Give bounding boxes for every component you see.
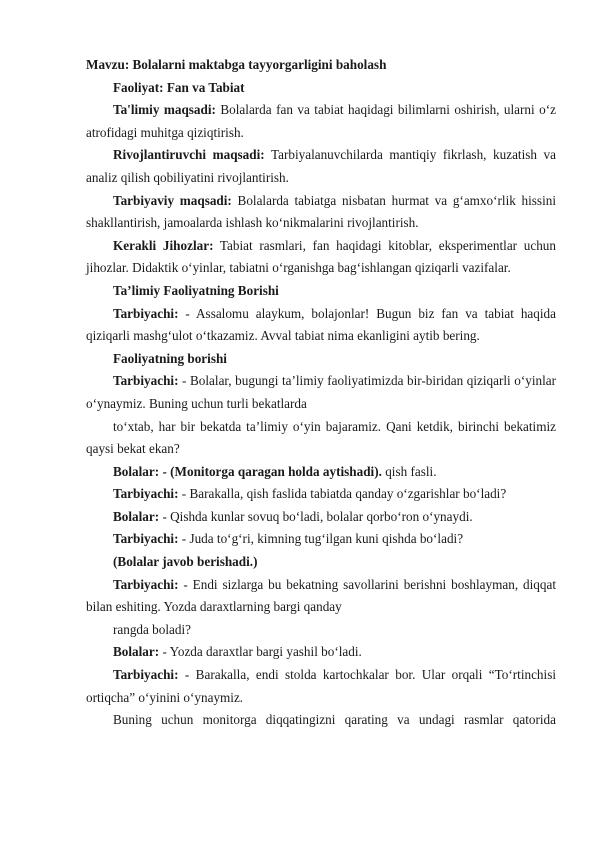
dialogue-text: rangda boladi? xyxy=(113,621,191,637)
dialogue-text: - Barakalla, endi stolda kartochkalar bor. Ular orqali “To‘rtinchisi ortiqcha” o‘yinini o‘ynaymiz. xyxy=(86,667,556,705)
dev-goal-label: Rivojlantiruvchi maqsadi: xyxy=(113,147,265,163)
dialogue-text: qish fasli. xyxy=(381,463,437,479)
activity-title: Faoliyat: Fan va Tabiat xyxy=(113,79,245,95)
equipment-paragraph xyxy=(86,235,556,280)
dialogue-teacher-5 xyxy=(86,574,556,619)
section-heading-1-text: Ta’limiy Faoliyatning Borishi xyxy=(113,282,279,298)
dialogue-teacher-5-continued xyxy=(86,619,556,642)
dialogue-text: - Bolalar, bugungi ta’limiy faoliyatimizda bir-biridan qiziqarli o‘yinlar o‘ynaymiz. Buning uchun turli bekatlarda xyxy=(86,373,556,411)
dev-goal-text: Tarbiyalanuvchilarda mantiqiy fikrlash, kuzatish va analiz qilish qobiliyatini rivojlantirish. xyxy=(86,147,557,185)
topic-line xyxy=(86,54,556,77)
dialogue-teacher-6 xyxy=(86,664,556,709)
dialogue-teacher-2-continued xyxy=(86,416,556,461)
dialogue-children-1 xyxy=(86,461,556,484)
dialogue-teacher-4 xyxy=(86,528,556,551)
dialogue-text: - Juda to‘g‘ri, kimning tug‘ilgan kuni qishda bo‘ladi? xyxy=(178,531,464,547)
goal-label: Ta'limiy maqsadi: xyxy=(113,102,216,118)
equipment-label: Kerakli Jihozlar: xyxy=(113,237,214,253)
equipment-text: Tabiat rasmlari, fan haqidagi kitoblar, eksperimentlar uchun jihozlar. Didaktik o‘yinlar, tabiatni o‘rganishga bag‘ishlangan qiziqarli vazifalar. xyxy=(86,237,556,276)
dialogue-text: - Endi sizlarga bu bekatning savollarini berishni boshlayman, diqqat bilan eshiting. Yozda daraxtlarning bargi qanday xyxy=(86,576,556,615)
section-heading-2 xyxy=(86,348,556,371)
dialogue-children-3 xyxy=(86,551,556,574)
edu-goal-paragraph xyxy=(86,190,556,235)
document-page xyxy=(86,54,556,732)
speaker-label: Bolalar: xyxy=(113,508,160,524)
dialogue-children-4 xyxy=(86,641,556,664)
stage-direction: (Bolalar javob berishadi.) xyxy=(113,554,258,570)
dialogue-teacher-2 xyxy=(86,370,556,415)
stage-direction: - (Monitorga qaragan holda aytishadi). xyxy=(159,463,382,479)
speaker-label: Tarbiyachi: xyxy=(113,576,179,592)
dialogue-children-2 xyxy=(86,506,556,529)
final-text: Buning uchun monitorga diqqatingizni qarating va undagi rasmlar qatorida xyxy=(113,712,556,728)
final-paragraph xyxy=(86,709,556,732)
speaker-label: Tarbiyachi: xyxy=(113,305,179,321)
section-heading-1 xyxy=(86,280,556,303)
speaker-label: Bolalar: xyxy=(113,463,160,479)
speaker-label: Bolalar: xyxy=(113,644,160,660)
speaker-label: Tarbiyachi: xyxy=(113,373,179,389)
dialogue-text: - Barakalla, qish faslida tabiatda qanday o‘zgarishlar bo‘ladi? xyxy=(178,486,507,502)
dialogue-teacher-1 xyxy=(86,303,556,348)
topic-title: Mavzu: Bolalarni maktabga tayyorgarligini baholash xyxy=(86,57,387,72)
speaker-label: Tarbiyachi: xyxy=(113,667,179,683)
goal-paragraph xyxy=(86,99,556,144)
dialogue-teacher-3 xyxy=(86,483,556,506)
edu-goal-label: Tarbiyaviy maqsadi: xyxy=(113,192,232,208)
speaker-label: Tarbiyachi: xyxy=(113,531,179,547)
dev-goal-paragraph xyxy=(86,144,556,189)
dialogue-text: to‘xtab, har bir bekatda ta’limiy o‘yin bajaramiz. Qani ketdik, birinchi bekatimiz qaysi bekat ekan? xyxy=(86,418,556,457)
dialogue-text: - Yozda daraxtlar bargi yashil bo‘ladi. xyxy=(159,644,362,660)
speaker-label: Tarbiyachi: xyxy=(113,486,179,502)
section-heading-2-text: Faoliyatning borishi xyxy=(113,350,227,366)
dialogue-text: - Qishda kunlar sovuq bo‘ladi, bolalar qorbo‘ron o‘ynaydi. xyxy=(159,508,473,524)
dialogue-text: - Assalomu alaykum, bolajonlar! Bugun biz fan va tabiat haqida qiziqarli mashg‘ulot o‘tkazamiz. Avval tabiat nima ekanligini aytib bering. xyxy=(86,305,556,344)
edu-goal-text: Bolalarda tabiatga nisbatan hurmat va g‘amxo‘rlik hissini shakllantirish, jamoalarda ishlash ko‘nikmalarini rivojlantirish. xyxy=(86,192,556,231)
activity-line xyxy=(86,77,556,100)
goal-text: Bolalarda fan va tabiat haqidagi bilimlarni oshirish, ularni o‘z atrofidagi muhitga qiziqtirish. xyxy=(86,102,556,140)
